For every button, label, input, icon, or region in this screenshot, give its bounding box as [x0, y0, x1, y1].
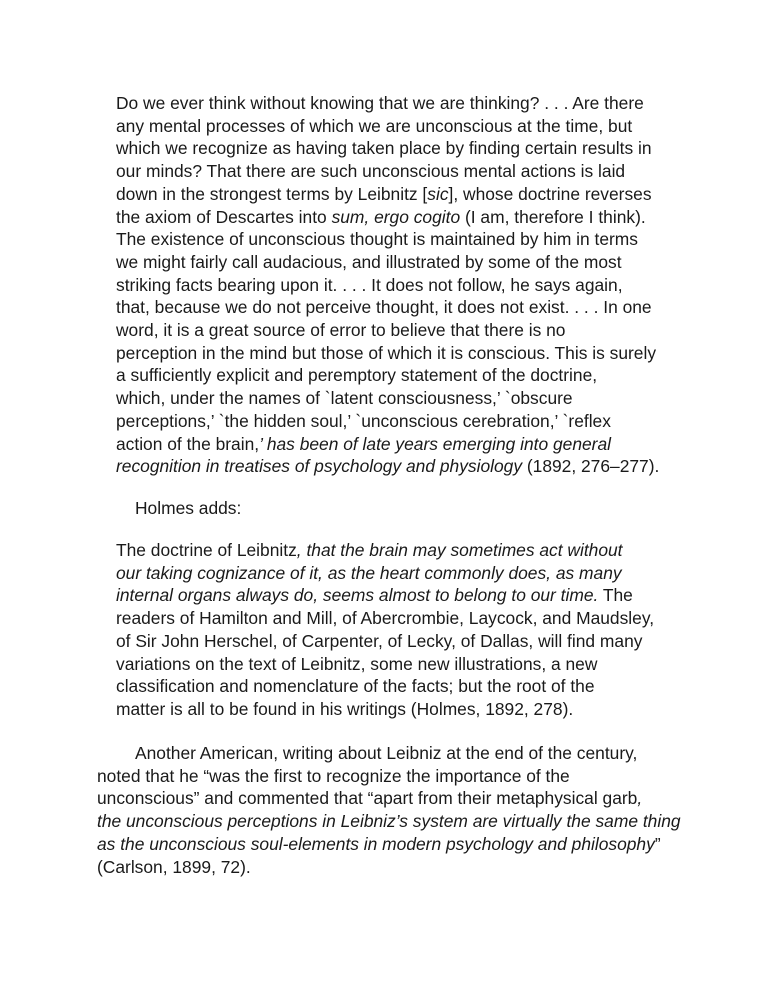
italic-text: ,	[637, 788, 643, 809]
italic-text: recognition in treatises of psychology and physiology	[116, 456, 523, 477]
text-run: we might fairly call audacious, and illustrated by some of the most	[116, 251, 622, 272]
text-run: perception in the mind but those of which it is conscious. This is surely	[116, 342, 657, 363]
text-line	[116, 433, 696, 456]
text-run: the axiom of Descartes into	[116, 206, 332, 227]
text-line	[97, 856, 697, 879]
text-run: a sufficiently explicit and peremptory statement of the doctrine,	[116, 365, 598, 386]
text-run: classification and nomenclature of the facts; but the root of the	[116, 676, 595, 697]
text-line	[116, 698, 696, 721]
italic-text: as the unconscious soul-elements in modern psychology and philosophy	[97, 833, 655, 854]
text-run: down in the strongest terms by Leibnitz [	[116, 183, 428, 204]
text-run: striking facts bearing upon it. . . . It does not follow, he says again,	[116, 274, 623, 295]
italic-text: ’ has been of late years emerging into general	[259, 433, 611, 454]
italic-text: , that the brain may sometimes act without	[296, 540, 623, 560]
text-line	[116, 296, 696, 319]
text-run: which we recognize as having taken place by finding certain results in	[116, 138, 652, 159]
text-line	[116, 675, 696, 698]
text-line	[116, 319, 696, 342]
text-run: noted that he “was the first to recognize the importance of the	[97, 765, 570, 786]
text-run: variations on the text of Leibnitz, some new illustrations, a new	[116, 653, 598, 674]
text-run: The existence of unconscious thought is maintained by him in terms	[116, 229, 638, 250]
italic-text: our taking cognizance of it, as the heart commonly does, as many	[116, 562, 622, 583]
italic-text: sic	[427, 183, 449, 204]
text-line	[97, 833, 697, 856]
text-line	[116, 630, 696, 653]
text-run: word, it is a great source of error to believe that there is no	[116, 320, 566, 341]
text-run: that, because we do not perceive thought, it does not exist. . . . In one	[116, 297, 652, 318]
block-quote-holmes-leibnitz	[116, 92, 696, 478]
text-run: action of the brain,	[116, 433, 260, 454]
italic-text: the unconscious perceptions in Leibniz’s system are virtually the same thing	[97, 811, 681, 832]
text-line	[116, 410, 696, 433]
text-line	[116, 115, 696, 138]
text-run: any mental processes of which we are unconscious at the time, but	[116, 115, 633, 136]
text-line	[116, 183, 696, 206]
text-line	[97, 765, 697, 788]
block-quote-holmes-doctrine	[116, 539, 696, 721]
text-run: Do we ever think without knowing that we are thinking? . . . Are there	[116, 93, 644, 113]
text-line	[97, 810, 697, 833]
text-line	[116, 584, 696, 607]
text-line	[116, 455, 696, 478]
text-run: The doctrine of Leibnitz	[116, 540, 297, 560]
text-run: our minds? That there are such unconscious mental actions is laid	[116, 161, 626, 182]
text-line	[116, 206, 696, 229]
text-line	[116, 137, 696, 160]
text-run: (I am, therefore I think).	[460, 206, 646, 227]
text-line	[97, 742, 697, 765]
text-run: which, under the names of `latent consciousness,’ `obscure	[116, 388, 573, 409]
text-line	[116, 342, 696, 365]
italic-text: internal organs always do, seems almost to belong to our time.	[116, 585, 599, 606]
text-line	[116, 274, 696, 297]
text-run: (1892, 276–277).	[522, 456, 660, 477]
text-run: Another American, writing about Leibniz at the end of the century,	[135, 743, 638, 763]
text-line	[116, 562, 696, 585]
text-run: perceptions,’ `the hidden soul,’ `unconscious cerebration,’ `reflex	[116, 410, 611, 431]
text-line	[116, 387, 696, 410]
text-line	[116, 539, 696, 562]
text-line	[116, 364, 696, 387]
text-line	[116, 251, 696, 274]
text-line	[116, 653, 696, 676]
paragraph-carlson	[97, 742, 697, 878]
text-line	[116, 607, 696, 630]
text-line	[116, 92, 696, 115]
text-line	[97, 787, 697, 810]
text-run: of Sir John Herschel, of Carpenter, of Lecky, of Dallas, will find many	[116, 630, 643, 651]
italic-text: sum, ergo cogito	[331, 206, 461, 227]
text-line	[116, 228, 696, 251]
holmes-adds-text: Holmes adds:	[135, 498, 242, 518]
holmes-adds-line	[135, 497, 535, 520]
text-run: matter is all to be found in his writings (Holmes, 1892, 278).	[116, 698, 574, 719]
text-line	[116, 160, 696, 183]
text-run: readers of Hamilton and Mill, of Abercrombie, Laycock, and Maudsley,	[116, 608, 655, 629]
text-run: (Carlson, 1899, 72).	[97, 856, 251, 877]
text-run: ”	[654, 833, 661, 854]
text-run: unconscious” and commented that “apart from their metaphysical garb	[97, 788, 638, 809]
text-run: The	[598, 585, 633, 606]
text-run: ], whose doctrine reverses	[448, 183, 652, 204]
